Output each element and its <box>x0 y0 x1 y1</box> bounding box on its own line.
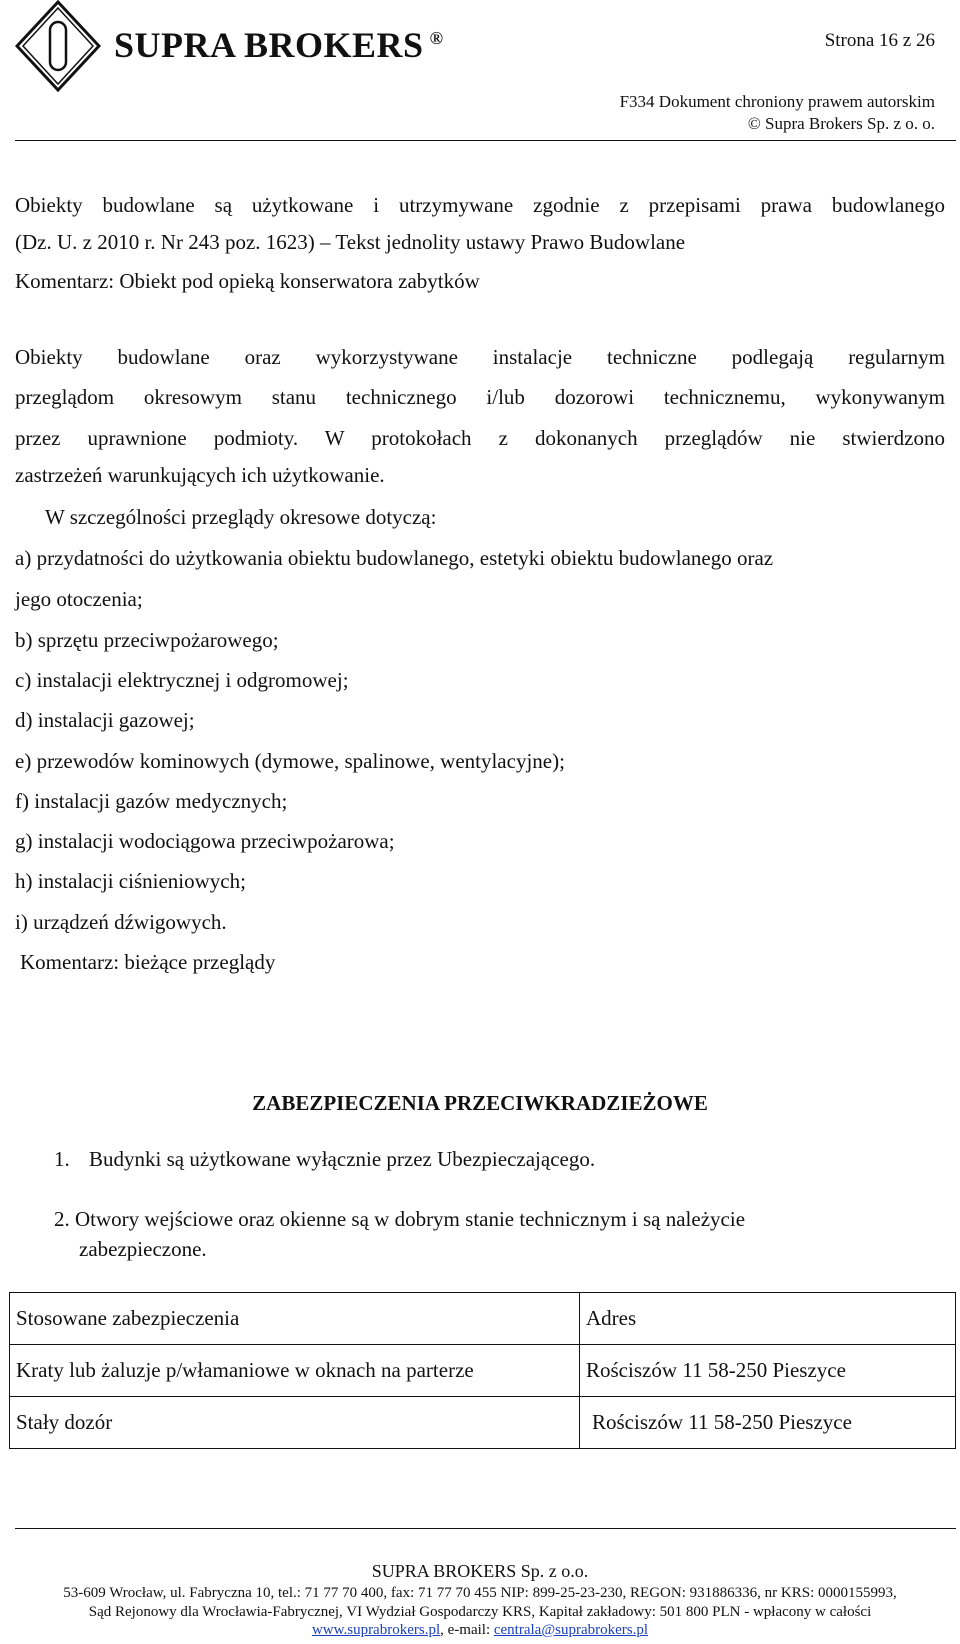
intro-comment: Komentarz: Obiekt pod opieką konserwatora zabytków <box>15 269 480 293</box>
inspection-item-c: c) instalacji elektrycznej i odgromowej; <box>15 668 349 692</box>
footer-contact-line <box>0 1622 960 1639</box>
footer-divider <box>15 1528 956 1529</box>
security-item-2-line-2: zabezpieczone. <box>79 1237 207 1261</box>
registered-mark: ® <box>429 28 444 48</box>
table-cell: Rościszów 11 58-250 Pieszyce <box>580 1345 956 1397</box>
security-item-1-text: Budynki są użytkowane wyłącznie przez Ubezpieczającego. <box>89 1147 596 1171</box>
table-header-cell: Stosowane zabezpieczenia <box>10 1293 580 1345</box>
inspection-item-e: e) przewodów kominowych (dymowe, spalinowe, wentylacyjne); <box>15 749 565 773</box>
inspection-lead: W szczególności przeglądy okresowe dotyczą: <box>45 505 437 529</box>
header-divider <box>15 140 956 141</box>
table-row <box>10 1345 956 1397</box>
security-table <box>9 1292 956 1449</box>
security-heading: ZABEZPIECZENIA PRZECIWKRADZIEŻOWE <box>252 1091 708 1115</box>
copyright-note: © Supra Brokers Sp. z o. o. <box>747 114 935 133</box>
inspection-item-g: g) instalacji wodociągowa przeciwpożarowa; <box>15 829 395 853</box>
table-cell: Rościszów 11 58-250 Pieszyce <box>580 1397 956 1449</box>
table-header-cell: Adres <box>580 1293 956 1345</box>
footer-registry-line: Sąd Rejonowy dla Wrocławia-Fabrycznej, VI Wydział Gospodarczy KRS, Kapitał zakładowy: 501 800 PLN - wpłacony w całości <box>88 1604 872 1620</box>
page-number: Strona 16 z 26 <box>824 30 935 51</box>
inspection-item-b: b) sprzętu przeciwpożarowego; <box>15 628 279 652</box>
footer-address-line: 53-609 Wrocław, ul. Fabryczna 10, tel.: 71 77 70 400, fax: 71 77 70 455 NIP: 899-25-23-230, REGON: 931886336, nr KRS: 0000155993, <box>63 1585 897 1601</box>
table-cell: Kraty lub żaluzje p/włamaniowe w oknach na parterze <box>10 1345 580 1397</box>
inspection-item-a-1: a) przydatności do użytkowania obiektu budowlanego, estetyki obiektu budowlanego oraz <box>15 546 774 570</box>
document-protection-note: F334 Dokument chroniony prawem autorskim <box>619 92 935 111</box>
footer-company: SUPRA BROKERS Sp. z o.o. <box>371 1561 589 1581</box>
intro-line-2: (Dz. U. z 2010 r. Nr 243 poz. 1623) – Tekst jednolity ustawy Prawo Budowlane <box>15 230 686 254</box>
brand-text: SUPRA BROKERS <box>114 25 424 65</box>
inspection-comment: Komentarz: bieżące przeglądy <box>20 950 276 974</box>
table-cell: Stały dozór <box>10 1397 580 1449</box>
inspection-line-4: zastrzeżeń warunkujących ich użytkowanie. <box>15 463 385 487</box>
supra-brokers-logo-icon <box>15 0 101 92</box>
email-link[interactable]: centrala@suprabrokers.pl <box>493 1622 649 1638</box>
table-header-row <box>10 1293 956 1345</box>
website-link[interactable]: www.suprabrokers.pl <box>311 1622 441 1638</box>
inspection-item-h: h) instalacji ciśnieniowych; <box>15 869 246 893</box>
email-label: , e-mail: <box>440 1622 494 1638</box>
inspection-line-3: przez uprawnione podmioty. W protokołach z dokonanych przeglądów nie stwierdzono <box>15 426 945 450</box>
brand-name <box>114 24 444 66</box>
table-row <box>10 1397 956 1449</box>
inspection-line-1: Obiekty budowlane oraz wykorzystywane instalacje techniczne podlegają regularnym <box>15 345 945 369</box>
security-item-2-line-1: 2. Otwory wejściowe oraz okienne są w dobrym stanie technicznym i są należycie <box>54 1207 746 1231</box>
inspection-item-a-2: jego otoczenia; <box>15 587 143 611</box>
inspection-item-f: f) instalacji gazów medycznych; <box>15 789 288 813</box>
intro-line-1: Obiekty budowlane są użytkowane i utrzymywane zgodnie z przepisami prawa budowlanego <box>15 193 945 217</box>
inspection-item-i: i) urządzeń dźwigowych. <box>15 910 227 934</box>
inspection-item-d: d) instalacji gazowej; <box>15 708 195 732</box>
security-item-1-number: 1. <box>54 1147 70 1171</box>
inspection-line-2: przeglądom okresowym stanu technicznego i/lub dozorowi technicznemu, wykonywanym <box>15 385 945 409</box>
